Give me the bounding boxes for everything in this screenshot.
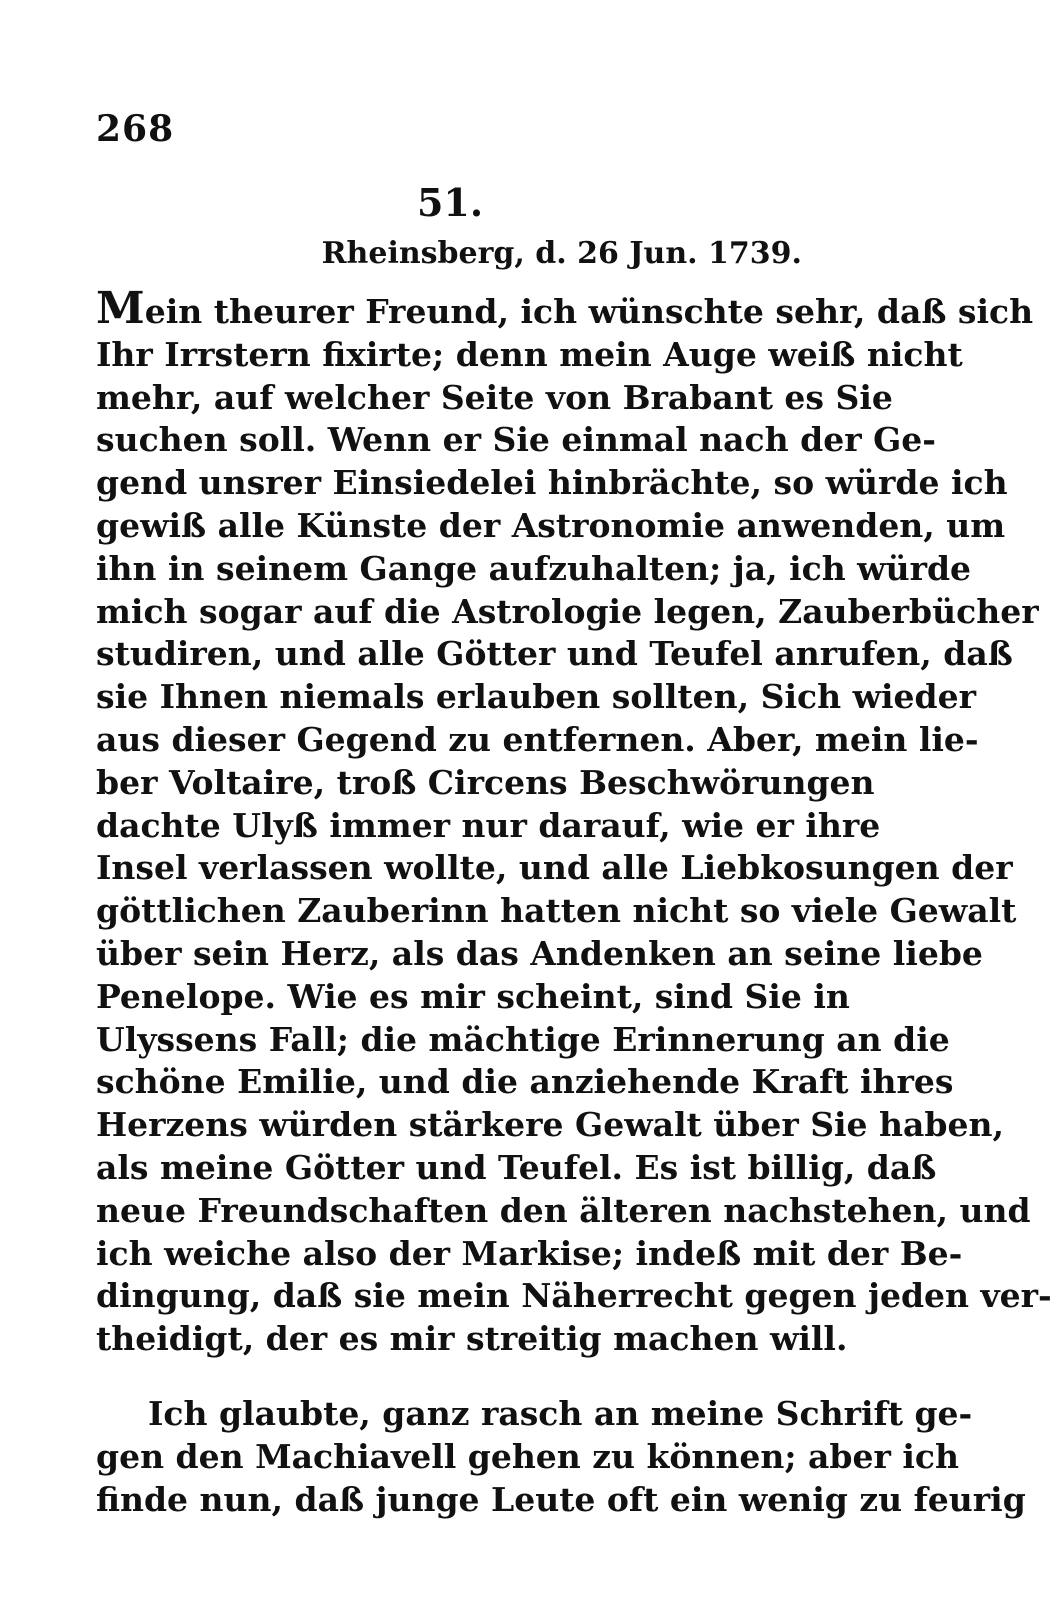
text-line: sie Ihnen niemals erlauben sollten, Sich wieder	[96, 677, 976, 717]
dateline: Rheinsberg, d. 26 Jun. 1739.	[321, 236, 802, 271]
text-line: dingung, daß sie mein Näherrecht gegen jeden ver-	[96, 1276, 1052, 1316]
text-line: mich sogar auf die Astrologie legen, Zauberbücher	[96, 591, 1039, 631]
text-line: mehr, auf welcher Seite von Brabant es Sie	[96, 377, 893, 417]
text-line: schöne Emilie, und die anziehende Kraft ihres	[96, 1062, 954, 1102]
paragraph-1	[96, 283, 1052, 1361]
text-line: gewiß alle Künste der Astronomie anwenden, um	[96, 505, 1006, 545]
text-line: Ihr Irrstern fixirte; denn mein Auge weiß nicht	[96, 334, 963, 374]
text-line: finde nun, daß junge Leute oft ein wenig zu feurig	[96, 1479, 1026, 1519]
text-line: neue Freundschaften den älteren nachstehen, und	[96, 1190, 1031, 1230]
text-line: Mein theurer Freund, ich wünschte sehr, daß sich	[96, 283, 1034, 334]
text-line: aus dieser Gegend zu entfernen. Aber, mein lie-	[96, 719, 979, 759]
text-line: theidigt, der es mir streitig machen will.	[96, 1319, 848, 1359]
text-line: Insel verlassen wollte, und alle Liebkosungen der	[96, 848, 1013, 888]
text-line: ihn in seinem Gange aufzuhalten; ja, ich würde	[96, 548, 972, 588]
text-line: ber Voltaire, troß Circens Beschwörungen	[96, 762, 875, 802]
text-line: dachte Ulyß immer nur darauf, wie er ihre	[96, 805, 881, 845]
text-line: studiren, und alle Götter und Teufel anrufen, daß	[96, 634, 1013, 674]
text-line: Herzens würden stärkere Gewalt über Sie haben,	[96, 1105, 1004, 1145]
text-line: über sein Herz, als das Andenken an seine liebe	[96, 933, 983, 973]
text-line: göttlichen Zauberinn hatten nicht so viele Gewalt	[96, 891, 1017, 931]
text-line: Ich glaubte, ganz rasch an meine Schrift ge-	[148, 1393, 973, 1433]
text-line: gen den Machiavell gehen zu können; aber ich	[96, 1436, 959, 1476]
letter-number: 51.	[416, 180, 484, 225]
body-text	[96, 283, 1052, 1521]
text-line: ich weiche also der Markise; indeß mit der Be-	[96, 1233, 963, 1273]
text-line: als meine Götter und Teufel. Es ist billig, daß	[96, 1147, 937, 1187]
text-line: gend unsrer Einsiedelei hinbrächte, so würde ich	[96, 463, 1008, 503]
page-number: 268	[96, 108, 175, 150]
text-line: Ulyssens Fall; die mächtige Erinnerung an die	[96, 1019, 950, 1059]
text-line: suchen soll. Wenn er Sie einmal nach der Ge-	[96, 420, 936, 460]
text-line: Penelope. Wie es mir scheint, sind Sie in	[96, 976, 850, 1016]
paragraph-2	[96, 1393, 1026, 1521]
drop-initial: M	[96, 283, 145, 334]
